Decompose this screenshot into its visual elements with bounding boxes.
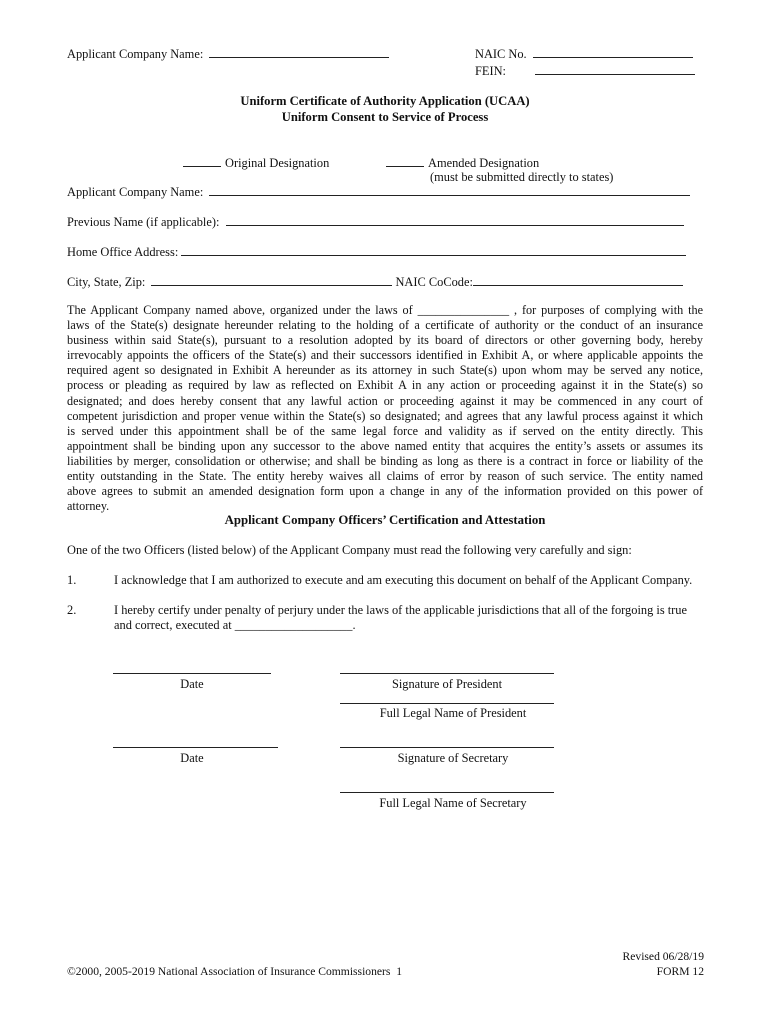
page-number: 1 [396,965,403,978]
consent-line: appointment shall be binding upon any successor to the above named entity that acquires the entity’s assets or assumes its [67,438,703,453]
consent-line: laws of the State(s) designate hereunder relating to the holding of a certificate of authority or the conduct of an insurance [67,318,703,333]
consent-line: The Applicant Company named above, organized under the laws of _______________ , for purposes of complying with the [67,303,703,317]
date-label-1: Date [180,677,204,691]
consent-paragraph [67,303,703,514]
consent-line: liabilities by merger, consolidation or otherwise; and shall be binding as long as there is a contract in force or liability of the [67,453,703,468]
consent-line: competent jurisdiction and proper venue within the State(s) so designated; and agrees that any lawful process against it which [67,408,703,423]
certification-item-number: 1. [67,573,77,587]
president-signature-line[interactable] [340,673,554,674]
home-office-row [67,244,686,260]
naic-cocode-field[interactable] [473,274,683,286]
company-name-field[interactable] [209,184,690,196]
previous-name-label: Previous Name (if applicable): [67,215,220,229]
header-company-label: Applicant Company Name: [67,47,204,61]
footer-form-number: FORM 12 [656,965,704,978]
certification-item-number: 2. [67,603,77,617]
footer-copyright [67,965,402,979]
city-state-zip-field[interactable] [151,274,392,286]
copyright-text: ©2000, 2005-2019 National Association of Insurance Commissioners [67,965,391,978]
naic-number-field[interactable] [533,46,693,58]
original-designation-label: Original Designation [225,156,330,170]
consent-line: entity outstanding in the State. The entity hereby waives all claims of error by reason of such service. The entity named [67,469,703,484]
footer-revised: Revised 06/28/19 [622,950,704,963]
president-name-label: Full Legal Name of President [379,706,527,720]
fein-field[interactable] [535,63,695,75]
fein-label: FEIN: [475,64,506,78]
certification-item-text-continued: and correct, executed at ___________________. [114,618,356,632]
header-company-name-field[interactable] [209,46,389,58]
header-naic [475,46,693,62]
amended-designation-field[interactable] [386,155,424,167]
previous-name-field[interactable] [226,214,684,226]
form-title: Uniform Certificate of Authority Application (UCAA) [240,94,530,108]
secretary-signature-label: Signature of Secretary [397,751,509,765]
date-line-1[interactable] [113,673,271,674]
naic-cocode-label: NAIC CoCode: [395,275,473,289]
consent-line: irrevocably appoints the officers of the State(s) and their successors identified in Exhibit A, or where applicable appoints the [67,348,703,363]
city-state-zip-row [67,274,683,290]
president-signature-label: Signature of President [391,677,503,691]
consent-line: business within said State(s), pursuant to a resolution adopted by its board of directors or other governing body, hereby [67,333,703,348]
certification-heading: Applicant Company Officers’ Certification and Attestation [224,513,546,527]
consent-line: designated; and does hereby consent that any lawful action or proceeding against it may be commenced in any court of [67,393,703,408]
certification-intro: One of the two Officers (listed below) of the Applicant Company must read the following very carefully and sign: [67,543,632,557]
company-name-row [67,184,690,200]
city-state-zip-label: City, State, Zip: [67,275,146,289]
date-line-2[interactable] [113,747,278,748]
amended-designation-note: (must be submitted directly to states) [430,170,614,184]
secretary-name-line[interactable] [340,792,554,793]
home-office-field[interactable] [181,244,686,256]
amended-designation-label: Amended Designation [428,156,540,170]
original-designation [183,155,329,171]
consent-line: above agrees to submit an amended designation form upon a change in any of the information provided on this power of [67,484,703,499]
amended-designation [386,155,539,171]
certification-item-text: I acknowledge that I am authorized to execute and am executing this document on behalf of the Applicant Company. [114,573,693,587]
header-fein [475,63,695,79]
consent-line: required agent so designated in Exhibit A hereunder as its attorney in such State(s) upon whom may be served any notice, [67,363,703,378]
date-label-2: Date [180,751,204,765]
header-company-name [67,46,389,62]
consent-line: is served under this appointment shall be of the same legal force and validity as if served on the entity directly. This [67,423,703,438]
original-designation-field[interactable] [183,155,221,167]
president-name-line[interactable] [340,703,554,704]
form-subtitle: Uniform Consent to Service of Process [281,110,489,124]
previous-name-row [67,214,684,230]
secretary-signature-line[interactable] [340,747,554,748]
home-office-label: Home Office Address: [67,245,179,259]
certification-item-text: I hereby certify under penalty of perjury under the laws of the applicable jurisdictions that all of the forgoing is true [114,603,688,617]
secretary-name-label: Full Legal Name of Secretary [379,796,527,810]
company-name-label: Applicant Company Name: [67,185,204,199]
naic-label: NAIC No. [475,47,527,61]
consent-line: attorney. [67,499,110,514]
consent-line: process or pleading as required by law as reflected on Exhibit A in any action or proceeding against it in the State(s) so [67,378,703,393]
